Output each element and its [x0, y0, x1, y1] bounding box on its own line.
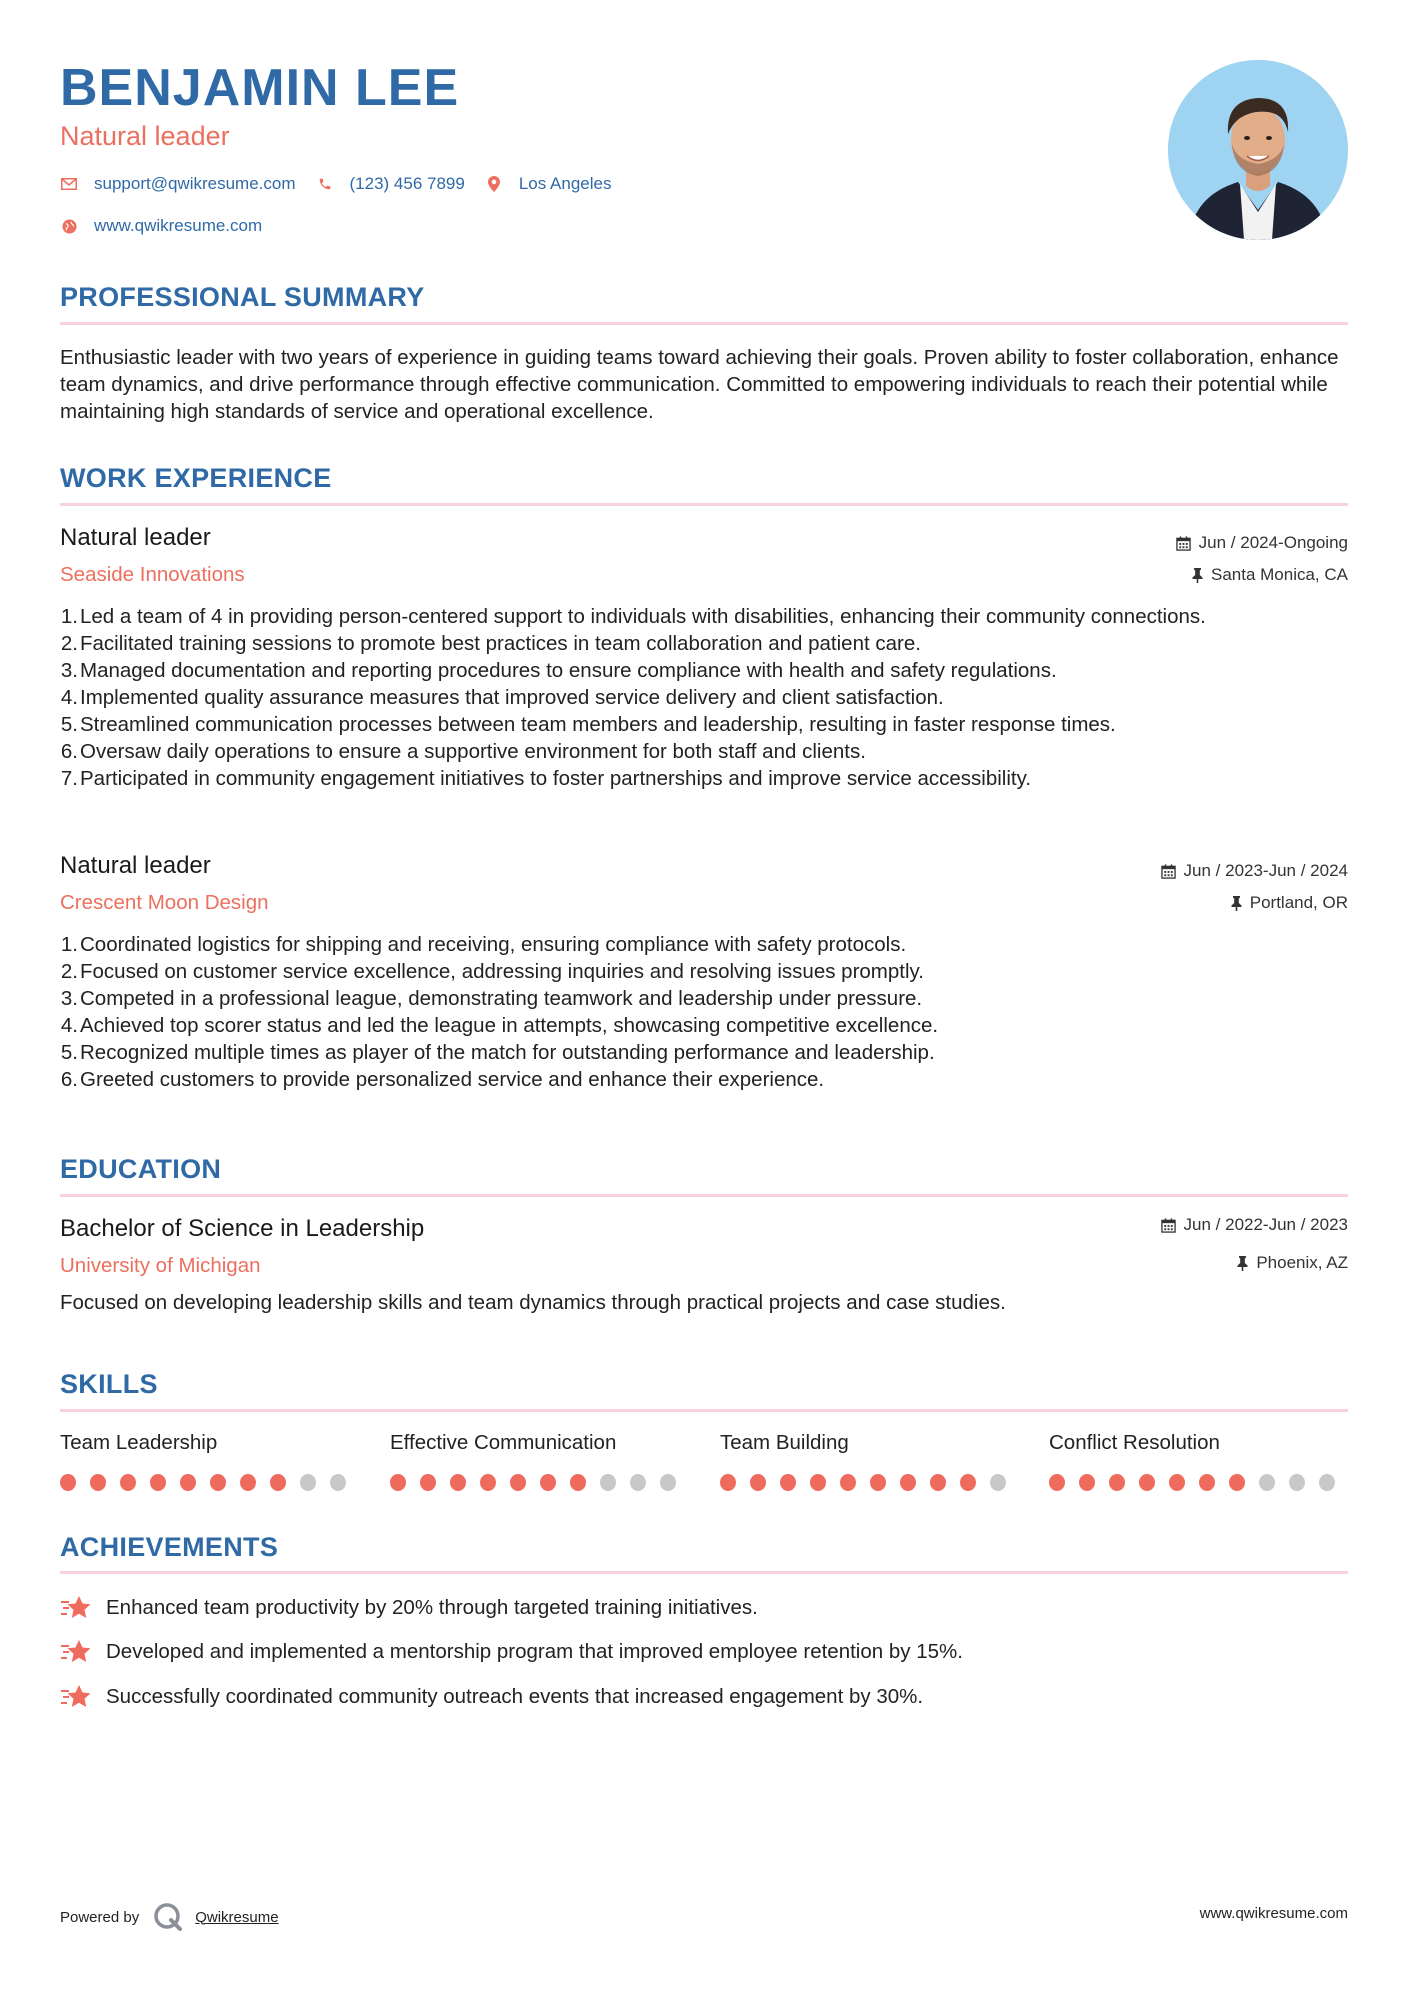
skill-name: Team Building	[720, 1431, 849, 1454]
degree-title: Bachelor of Science in Leadership	[60, 1215, 425, 1242]
list-item: 4. Implemented quality assurance measures that improved service delivery and client satisfaction.	[60, 686, 944, 709]
footer-brand-link[interactable]: Qwikresume	[195, 1908, 279, 1926]
education-date	[1161, 1214, 1348, 1236]
job-location	[1192, 564, 1348, 586]
skill-dot	[600, 1474, 616, 1491]
job-company: Seaside Innovations	[60, 563, 245, 586]
profile-photo	[1168, 60, 1348, 240]
job-bullets	[60, 931, 1350, 1093]
job-bullets	[60, 603, 1350, 792]
skill-name: Conflict Resolution	[1049, 1431, 1220, 1454]
education-description: Focused on developing leadership skills and team dynamics through practical projects and case studies.	[60, 1291, 1006, 1314]
skill-name: Team Leadership	[60, 1431, 218, 1454]
skill-dot	[510, 1474, 526, 1491]
education-date-text: Jun / 2022-Jun / 2023	[1183, 1215, 1348, 1234]
pushpin-icon	[1231, 896, 1242, 911]
list-item: 7. Participated in community engagement initiatives to foster partnerships and improve service accessibility.	[60, 767, 1032, 790]
skill-name: Effective Communication	[390, 1431, 617, 1454]
footer-url[interactable]: www.qwikresume.com	[1199, 1905, 1348, 1922]
section-divider	[60, 322, 1348, 325]
skill-dot	[1079, 1474, 1095, 1491]
skill-dot	[120, 1474, 136, 1491]
envelope-icon	[60, 175, 78, 193]
phone-icon	[316, 175, 334, 193]
skill-dot	[1049, 1474, 1065, 1491]
job-location-text: Portland, OR	[1249, 893, 1348, 912]
skill-dot	[450, 1474, 466, 1491]
section-title-experience: WORK EXPERIENCE	[60, 463, 332, 493]
phone-text: (123) 456 7899	[349, 174, 465, 193]
school-name: University of Michigan	[60, 1254, 261, 1277]
skill-dot	[1139, 1474, 1155, 1491]
contact-email[interactable]	[60, 173, 296, 195]
section-title-achievements: ACHIEVEMENTS	[60, 1532, 279, 1562]
skill-dot	[90, 1474, 106, 1491]
skill-dot	[1289, 1474, 1305, 1491]
job-company: Crescent Moon Design	[60, 891, 269, 914]
skill-dot	[480, 1474, 496, 1491]
list-item: 3. Managed documentation and reporting procedures to ensure compliance with health and safety regulations.	[60, 659, 1057, 682]
list-item: 1. Led a team of 4 in providing person-centered support to individuals with disabilities, enhancing their community connections.	[60, 605, 1206, 628]
section-divider	[60, 1194, 1348, 1197]
list-item: 5. Recognized multiple times as player of the match for outstanding performance and leadership.	[60, 1041, 935, 1064]
star-badge-icon	[60, 1594, 92, 1622]
skill-dot	[660, 1474, 676, 1491]
location-pin-icon	[485, 175, 503, 193]
skill-rating	[1049, 1474, 1349, 1491]
section-divider	[60, 1571, 1348, 1574]
skill-dot	[1199, 1474, 1215, 1491]
skill-dot	[1169, 1474, 1185, 1491]
skill-dot	[1259, 1474, 1275, 1491]
qwikresume-logo-icon	[153, 1902, 183, 1932]
skill-rating	[720, 1474, 1020, 1491]
skill-dot	[720, 1474, 736, 1491]
skill-item	[390, 1430, 690, 1491]
skill-dot	[60, 1474, 76, 1491]
achievement-item	[60, 1594, 758, 1622]
job-date-text: Jun / 2024-Ongoing	[1198, 533, 1348, 552]
summary-text: Enthusiastic leader with two years of experience in guiding teams toward achieving their goals. Proven ability to foster collaboration, enhance team dynamics, and drive performance through effective communication. Committed to empowering individuals to reach their potential while maintaining high standards of service and operational excellence.	[60, 346, 1339, 423]
skill-dot	[540, 1474, 556, 1491]
pushpin-icon	[1237, 1256, 1248, 1271]
footer-powered-by	[60, 1902, 279, 1932]
pushpin-icon	[1192, 568, 1203, 583]
list-item: 2. Focused on customer service excellence, addressing inquiries and resolving issues promptly.	[60, 960, 924, 983]
achievement-text: Successfully coordinated community outreach events that increased engagement by 30%.	[106, 1685, 924, 1708]
star-badge-icon	[60, 1683, 92, 1711]
list-item: 2. Facilitated training sessions to promote best practices in team collaboration and patient care.	[60, 632, 921, 655]
list-item: 6. Greeted customers to provide personalized service and enhance their experience.	[60, 1068, 825, 1091]
section-divider	[60, 503, 1348, 506]
globe-icon	[60, 217, 78, 235]
skill-dot	[810, 1474, 826, 1491]
education-location	[1237, 1252, 1348, 1274]
skill-dot	[930, 1474, 946, 1491]
contact-phone[interactable]	[316, 173, 465, 195]
education-location-text: Phoenix, AZ	[1256, 1253, 1348, 1272]
achievement-text: Developed and implemented a mentorship program that improved employee retention by 15%.	[106, 1640, 963, 1663]
section-title-education: EDUCATION	[60, 1154, 222, 1184]
calendar-icon	[1176, 536, 1191, 551]
job-title: Natural leader	[60, 524, 211, 551]
skill-item	[720, 1430, 1020, 1491]
skill-dot	[960, 1474, 976, 1491]
job-date	[1176, 532, 1348, 554]
list-item: 6. Oversaw daily operations to ensure a supportive environment for both staff and clients.	[60, 740, 866, 763]
skill-dot	[300, 1474, 316, 1491]
skill-dot	[990, 1474, 1006, 1491]
list-item: 5. Streamlined communication processes between team members and leadership, resulting in faster response times.	[60, 713, 1116, 736]
skill-dot	[330, 1474, 346, 1491]
calendar-icon	[1161, 864, 1176, 879]
skill-dot	[240, 1474, 256, 1491]
achievement-item	[60, 1683, 923, 1711]
contact-row-primary	[60, 173, 631, 195]
contact-row-secondary	[60, 215, 282, 237]
job-date	[1161, 860, 1348, 882]
location-text: Los Angeles	[518, 174, 612, 193]
candidate-name: BENJAMIN LEE	[60, 59, 460, 117]
section-title-summary: PROFESSIONAL SUMMARY	[60, 282, 425, 312]
website-text: www.qwikresume.com	[94, 216, 263, 235]
skill-dot	[180, 1474, 196, 1491]
skill-item	[60, 1430, 360, 1491]
skill-dot	[150, 1474, 166, 1491]
skill-rating	[390, 1474, 690, 1491]
job-location-text: Santa Monica, CA	[1210, 565, 1348, 584]
achievement-text: Enhanced team productivity by 20% through targeted training initiatives.	[106, 1596, 758, 1619]
skill-rating	[60, 1474, 360, 1491]
job-date-text: Jun / 2023-Jun / 2024	[1183, 861, 1348, 880]
powered-by-label: Powered by	[60, 1908, 140, 1926]
job-title: Natural leader	[60, 852, 211, 879]
skill-dot	[420, 1474, 436, 1491]
skill-dot	[870, 1474, 886, 1491]
skill-dot	[780, 1474, 796, 1491]
list-item: 4. Achieved top scorer status and led the league in attempts, showcasing competitive excellence.	[60, 1014, 939, 1037]
list-item: 1. Coordinated logistics for shipping and receiving, ensuring compliance with safety protocols.	[60, 933, 907, 956]
section-title-skills: SKILLS	[60, 1369, 158, 1399]
skill-dot	[1319, 1474, 1335, 1491]
star-badge-icon	[60, 1638, 92, 1666]
skill-dot	[270, 1474, 286, 1491]
skill-item	[1049, 1430, 1349, 1491]
skill-dot	[210, 1474, 226, 1491]
skill-dot	[750, 1474, 766, 1491]
section-divider	[60, 1409, 1348, 1412]
skill-dot	[840, 1474, 856, 1491]
skill-dot	[1109, 1474, 1125, 1491]
skill-dot	[390, 1474, 406, 1491]
email-text: support@qwikresume.com	[94, 174, 296, 193]
job-location	[1231, 892, 1348, 914]
contact-website[interactable]	[60, 215, 262, 237]
list-item: 3. Competed in a professional league, demonstrating teamwork and leadership under pressure.	[60, 987, 923, 1010]
contact-location	[485, 173, 612, 195]
skill-dot	[570, 1474, 586, 1491]
skill-dot	[630, 1474, 646, 1491]
candidate-headline: Natural leader	[60, 121, 230, 151]
achievement-item	[60, 1638, 963, 1666]
skill-dot	[1229, 1474, 1245, 1491]
calendar-icon	[1161, 1218, 1176, 1233]
skill-dot	[900, 1474, 916, 1491]
